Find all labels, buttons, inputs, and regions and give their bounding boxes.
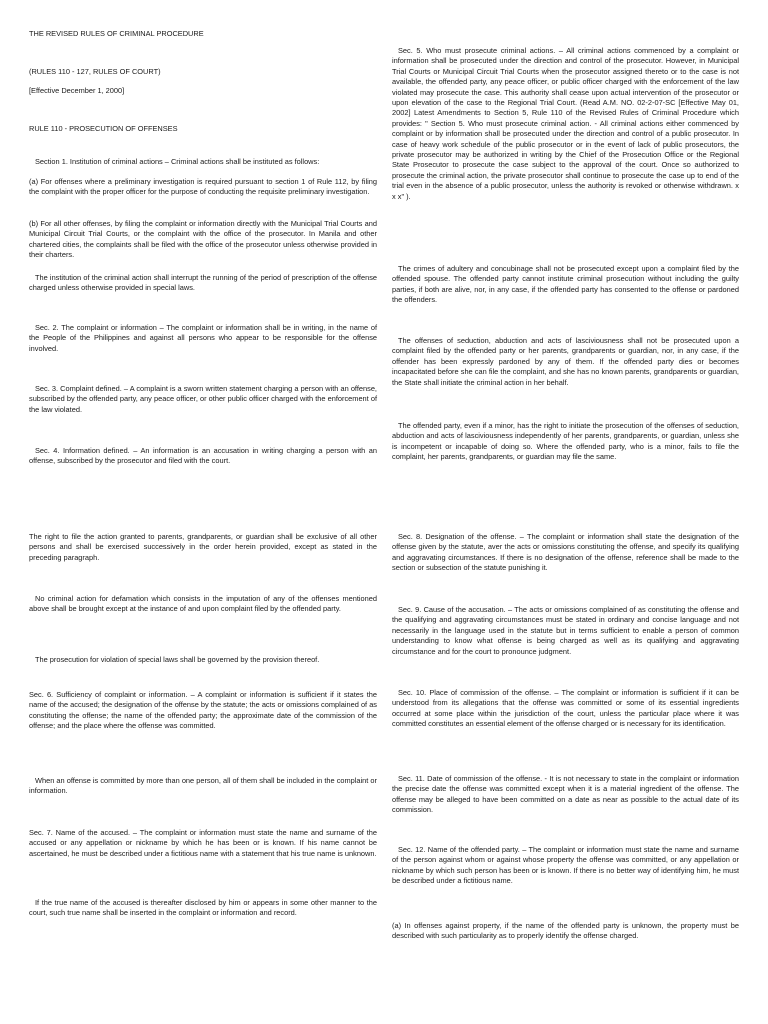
- document-title: THE REVISED RULES OF CRIMINAL PROCEDURE: [29, 29, 204, 38]
- section-10-paragraph: Sec. 10. Place of commission of the offense. – The complaint or information is sufficient if it can be understood from its allegations that the offense was committed or some of its essential ingredients occurred at some place within the jurisdiction of the court, unless the particular place where it was committed constitutes an essential element of the offense charged or is necessary for its identification.: [392, 688, 739, 729]
- section-1-heading: Section 1. Institution of criminal actions – Criminal actions shall be instituted as follows:: [35, 157, 320, 166]
- special-laws-paragraph: The prosecution for violation of special laws shall be governed by the provision thereof.: [35, 655, 320, 664]
- section-12-paragraph-a: (a) In offenses against property, if the name of the offended party is unknown, the property must be described with such particularity as to properly identify the offense charged.: [392, 921, 739, 941]
- section-4-paragraph: Sec. 4. Information defined. – An information is an accusation in writing charging a person with an offense, subscribed by the prosecutor and filed with the court.: [29, 446, 377, 466]
- section-9-paragraph: Sec. 9. Cause of the accusation. – The acts or omissions complained of as constituting the offense and the qualifying and aggravating circumstances must be stated in ordinary and concise language and not necessarily in the language used in the statute but in terms sufficient to enable a person of common understanding to know what offense is being charged as well as its qualifying and aggravating circumstance and for the court to pronounce judgment.: [392, 605, 739, 656]
- adultery-concubinage-paragraph: The crimes of adultery and concubinage shall not be prosecuted except upon a complaint filed by the offended spouse. The offended party cannot institute criminal prosecution without including the guilty parties, if both are alive, nor, in any case, if the offended party has consented to the offense or pardoned the offenders.: [392, 264, 739, 305]
- section-8-paragraph: Sec. 8. Designation of the offense. – The complaint or information shall state the designation of the offense given by the statute, aver the acts or omissions constituting the offense, and specify its qualifying and aggravating circumstances. If there is no designation of the offense, reference shall be made to the section or subsection of the statute punishing it.: [392, 532, 739, 573]
- effective-date: [Effective December 1, 2000]: [29, 86, 125, 95]
- section-1-paragraph-b: (b) For all other offenses, by filing the complaint or information directly with the Municipal Trial Courts and Municipal Circuit Trial Courts, or the complaint with the office of the prosecutor. In Manila and other chartered cities, the complaints shall be filed with the office of the prosecutor unless otherwise provided in their charters.: [29, 219, 377, 260]
- section-12-paragraph: Sec. 12. Name of the offended party. – The complaint or information must state the name and surname of the person against whom or against whose property the offense was committed, or any appellation or nickname by which such person has been or is known. If there is no better way of identifying him, he must be described under a fictitious name.: [392, 845, 739, 886]
- multiple-offenders-paragraph: When an offense is committed by more than one person, all of them shall be included in the complaint or information.: [29, 776, 377, 796]
- section-3-paragraph: Sec. 3. Complaint defined. – A complaint is a sworn written statement charging a person with an offense, subscribed by the offended party, any peace officer, or other public officer charged with the enforcement of the law violated.: [29, 384, 377, 414]
- section-1-paragraph-a: (a) For offenses where a preliminary investigation is required pursuant to section 1 of Rule 112, by filing the complaint with the proper officer for the purpose of conducting the requisite preliminary investigation.: [29, 177, 377, 197]
- page-break-gap: [0, 478, 768, 518]
- right-to-file-paragraph: The right to file the action granted to parents, grandparents, or guardian shall be exclusive of all other persons and shall be exercised successively in the order herein provided, except as stated in the preceding paragraph.: [29, 532, 377, 562]
- prescription-paragraph: The institution of the criminal action shall interrupt the running of the period of prescription of the offense charged unless otherwise provided in special laws.: [29, 273, 377, 293]
- section-11-paragraph: Sec. 11. Date of commission of the offense. - It is not necessary to state in the complaint or information the precise date the offense was committed except when it is a material ingredient of the offense. The offense may be alleged to have been committed on a date as near as possible to the actual date of its commission.: [392, 774, 739, 815]
- defamation-paragraph: No criminal action for defamation which consists in the imputation of any of the offenses mentioned above shall be brought except at the instance of and upon complaint filed by the offended party.: [29, 594, 377, 614]
- rules-range: (RULES 110 - 127, RULES OF COURT): [29, 67, 161, 76]
- section-6-paragraph: Sec. 6. Sufficiency of complaint or information. – A complaint or information is sufficient if it states the name of the accused; the designation of the offense by the statute; the acts or omissions complained of as constituting the offense; the name of the offended party; the approximate date of the commission of the offense; and the place where the offense was committed.: [29, 690, 377, 731]
- true-name-paragraph: If the true name of the accused is thereafter disclosed by him or appears in some other manner to the court, such true name shall be inserted in the complaint or information and record.: [29, 898, 377, 918]
- rule-heading: RULE 110 - PROSECUTION OF OFFENSES: [29, 124, 178, 133]
- section-2-paragraph: Sec. 2. The complaint or information – The complaint or information shall be in writing, in the name of the People of the Philippines and against all persons who appear to be responsible for the offense involved.: [29, 323, 377, 353]
- section-7-paragraph: Sec. 7. Name of the accused. – The complaint or information must state the name and surname of the accused or any appellation or nickname by which he has been or is known. If his name cannot be ascertained, he must be described under a fictitious name with a statement that his true name is unknown.: [29, 828, 377, 858]
- seduction-abduction-paragraph: The offenses of seduction, abduction and acts of lasciviousness shall not be prosecuted upon a complaint filed by the offended party or her parents, grandparents or guardian, nor, in any case, if the offender has been expressly pardoned by any of them. If the offended party dies or becomes incapacitated before she can file the complaint, and she has no known parents, grandparents or guardian, the State shall initiate the criminal action in her behalf.: [392, 336, 739, 387]
- section-5-paragraph: Sec. 5. Who must prosecute criminal actions. – All criminal actions commenced by a complaint or information shall be prosecuted under the direction and control of the prosecutor. However, in Municipal Trial Courts or Municipal Circuit Trial Courts when the prosecutor assigned thereto or to the case is not available, the offended party, any peace officer, or public officer charged with the enforcement of the law violated may prosecute the case. This authority shall cease upon actual intervention of the prosecutor or upon elevation of the case to the Regional Trial Court. (Read A.M. NO. 02-2-07-SC [Effective May 01, 2002] Latest Amendments to Section 5, Rule 110 of the Revised Rules of Criminal Procedure which provides: " Section 5. Who must prosecute criminal action. - All criminal actions either commenced by complaint or by information shall be prosecuted under the direction and control of a public prosecutor. In case of heavy work schedule of the public prosecutor or in the event of lack of public prosecutors, the private prosecutor may be authorized in writing by the Chief of the Prosecution Office or the Regional State Prosecutor to prosecute the case subject to the approval of the court. Once so authorized to prosecute the criminal action, the private prosecutor shall continue to prosecute the case up to end of the trial even in the absence of a public prosecutor, unless the authority is revoked or otherwise withdrawn. x x x" ).: [392, 46, 739, 201]
- minor-offended-party-paragraph: The offended party, even if a minor, has the right to initiate the prosecution of the offenses of seduction, abduction and acts of lasciviousness independently of her parents, grandparents, or guardian, unless she is incompetent or incapable of doing so. Where the offended party, who is a minor, fails to file the complaint, her parents, grandparents, or guardian may file the same.: [392, 421, 739, 462]
